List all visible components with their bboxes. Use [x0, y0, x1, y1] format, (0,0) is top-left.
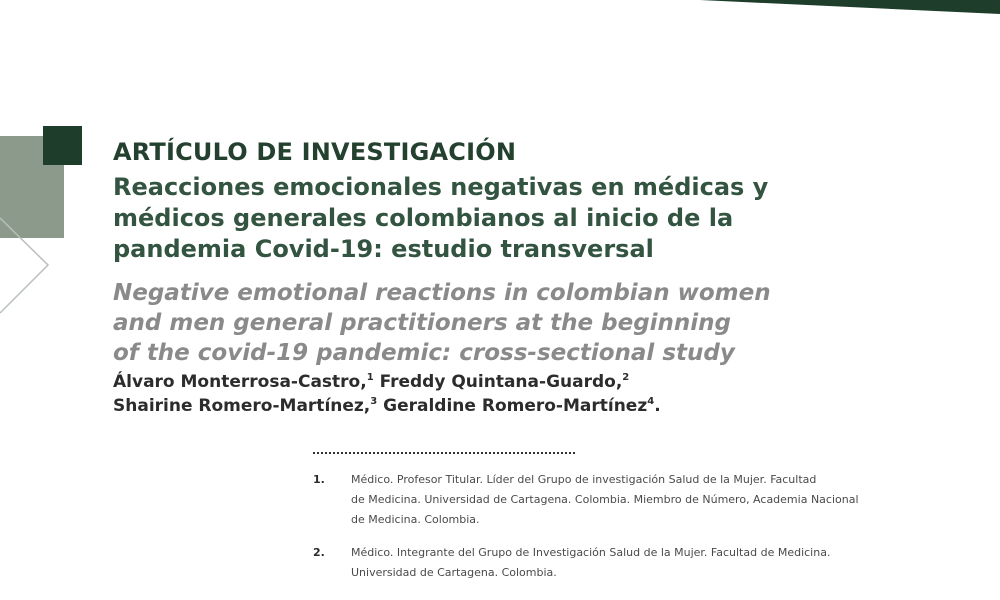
affiliation-line: Médico. Integrante del Grupo de Investigación Salud de la Mujer. Facultad de Medicina. [351, 546, 831, 559]
title-english-line: Negative emotional reactions in colombian women [113, 280, 771, 306]
title-spanish [113, 172, 768, 265]
title-english [113, 278, 771, 368]
grey-green-block [0, 136, 64, 238]
author-list [113, 370, 661, 418]
author-name: Freddy Quintana-Guardo, [373, 372, 623, 392]
affiliation-item [313, 543, 903, 583]
section-label: ARTÍCULO DE INVESTIGACIÓN [113, 138, 517, 166]
dark-green-square [43, 126, 82, 165]
affiliation-item [313, 470, 903, 530]
author-name: Geraldine Romero-Martínez [377, 396, 648, 416]
title-spanish-line: pandemia Covid-19: estudio transversal [113, 235, 654, 263]
affiliation-number: 1. [313, 473, 325, 486]
author-affiliation-ref: 4 [647, 396, 655, 407]
author-affiliation-ref: 1 [366, 372, 374, 383]
affiliation-text [351, 543, 903, 583]
author-name: Álvaro Monterrosa-Castro, [113, 372, 367, 392]
author-line [113, 370, 661, 394]
top-right-green-bar [700, 0, 1000, 14]
affiliation-line: Universidad de Cartagena. Colombia. [351, 566, 557, 579]
affiliation-line: de Medicina. Colombia. [351, 513, 480, 526]
author-line-end: . [654, 396, 661, 416]
title-spanish-line: médicos generales colombianos al inicio de la [113, 204, 734, 232]
affiliation-list [313, 470, 903, 596]
affiliation-line: de Medicina. Universidad de Cartagena. Colombia. Miembro de Número, Academia Nacional [351, 493, 859, 506]
title-english-line: and men general practitioners at the beginning [113, 310, 732, 336]
title-spanish-line: Reacciones emocionales negativas en médicas y [113, 173, 769, 201]
affiliation-line: Médico. Profesor Titular. Líder del Grupo de investigación Salud de la Mujer. Facultad [351, 473, 817, 486]
author-line [113, 394, 661, 418]
dotted-divider [313, 452, 575, 454]
affiliation-number: 2. [313, 546, 325, 559]
author-name: Shairine Romero-Martínez, [113, 396, 371, 416]
author-affiliation-ref: 2 [622, 372, 630, 383]
author-affiliation-ref: 3 [370, 396, 378, 407]
affiliation-text [351, 470, 903, 530]
chevron-line-shape [0, 218, 48, 313]
title-english-line: of the covid-19 pandemic: cross-sectional study [113, 340, 735, 366]
